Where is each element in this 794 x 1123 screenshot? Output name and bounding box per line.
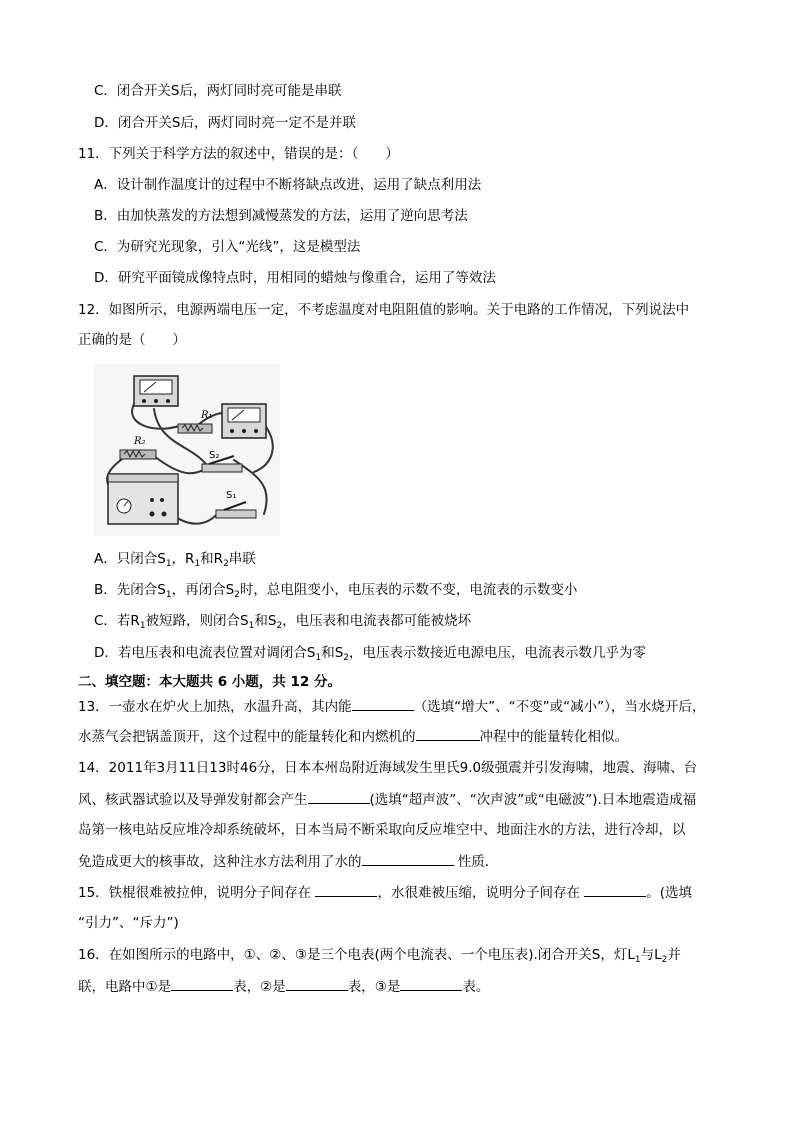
voltmeter xyxy=(134,376,178,406)
label-s1: S₁ xyxy=(226,490,237,501)
resistor-r2 xyxy=(120,436,156,459)
label-r1: R₁ xyxy=(201,410,213,421)
resistor-r1 xyxy=(178,410,213,433)
answer-blank[interactable] xyxy=(416,726,480,741)
q11-option-c: C．为研究光现象，引入“光线”，这是模型法 xyxy=(94,239,361,255)
label-s2: S₂ xyxy=(209,450,220,461)
q12-option-c: C．若$R_1$被短路，则闭合$S_1$和$S_2$，电压表和电流表都可能被烧坏 xyxy=(94,613,472,631)
answer-blank[interactable] xyxy=(584,882,646,897)
answer-blank[interactable] xyxy=(286,976,348,991)
q11-option-d: D．研究平面镜成像特点时，用相同的蜡烛与像重合，运用了等效法 xyxy=(94,270,496,286)
q14-line3: 岛第一核电站反应堆冷却系统破坏，日本当局不断采取向反应堆空中、地面注水的方法，进行冷却，以 xyxy=(78,822,686,838)
q14-line1: 14．2011年3月11日13时46分，日本本州岛附近海域发生里氏9.0级强震并引发海啸，地震、海啸、台 xyxy=(78,760,698,776)
q12-option-b: B．先闭合$S_1$，再闭合$S_2$时，总电阻变小，电压表的示数不变，电流表的示数变小 xyxy=(94,582,578,600)
answer-blank[interactable] xyxy=(352,696,414,711)
label-r2: R₂ xyxy=(134,436,146,447)
q12-option-a: A．只闭合$S_1$，$R_1$和$R_2$串联 xyxy=(94,551,256,569)
section-2-title: 二、填空题：本大题共 6 小题，共 12 分。 xyxy=(78,674,341,690)
q16-line1: 16．在如图所示的电路中，①、②、③是三个电表(两个电流表、一个电压表).闭合开关S，灯$L_1$与$L_2$并 xyxy=(78,947,681,965)
q13-line2: 水蒸气会把锅盖顶开，这个过程中的能量转化和内燃机的 冲程中的能量转化相似。 xyxy=(78,726,628,747)
q14-line2: 风、核武器试验以及导弹发射都会产生 (选填“超声波”、“次声波”或“电磁波”).日本地震造成福 xyxy=(78,789,696,810)
answer-blank[interactable] xyxy=(171,976,233,991)
q12-stem-line2: 正确的是（ ） xyxy=(78,332,186,348)
switch-s1 xyxy=(216,490,256,518)
answer-blank[interactable] xyxy=(315,882,377,897)
circuit-figure xyxy=(94,364,280,536)
q12-stem-line1: 12．如图所示，电源两端电压一定，不考虑温度对电阻阻值的影响。关于电路的工作情况，下列说法中 xyxy=(78,302,690,318)
power-supply xyxy=(108,474,178,524)
q15-line2: “引力”、“斥力”) xyxy=(78,915,179,931)
q12-option-d: D．若电压表和电流表位置对调闭合$S_1$和$S_2$，电压表示数接近电源电压，电流表示数几乎为零 xyxy=(94,645,647,663)
q14-line4: 免造成更大的核事故，这种注水方法利用了水的 性质． xyxy=(78,851,498,872)
q10-option-d: D．闭合开关S后，两灯同时亮一定不是并联 xyxy=(94,115,356,131)
answer-blank[interactable] xyxy=(400,976,462,991)
ammeter xyxy=(222,404,266,438)
q11-option-b: B．由加快蒸发的方法想到减慢蒸发的方法，运用了逆向思考法 xyxy=(94,208,468,224)
answer-blank[interactable] xyxy=(362,851,454,866)
q11-stem: 11．下列关于科学方法的叙述中，错误的是：（ ） xyxy=(78,146,399,162)
answer-blank[interactable] xyxy=(308,789,370,804)
q11-option-a: A．设计制作温度计的过程中不断将缺点改进，运用了缺点利用法 xyxy=(94,177,482,193)
circuit-drawing xyxy=(94,364,280,536)
q13-line1: 13．一壶水在炉火上加热，水温升高，其内能 （选填“增大”、“不变”或“减小”），当水烧开后， xyxy=(78,696,705,717)
q10-option-c: C．闭合开关S后，两灯同时亮可能是串联 xyxy=(94,83,342,99)
q15-line1: 15．铁棍很难被拉伸，说明分子间存在 ，水很难被压缩，说明分子间存在 。(选填 xyxy=(78,882,692,903)
q16-line2: 联，电路中①是 表，②是 表，③是 表。 xyxy=(78,976,489,997)
